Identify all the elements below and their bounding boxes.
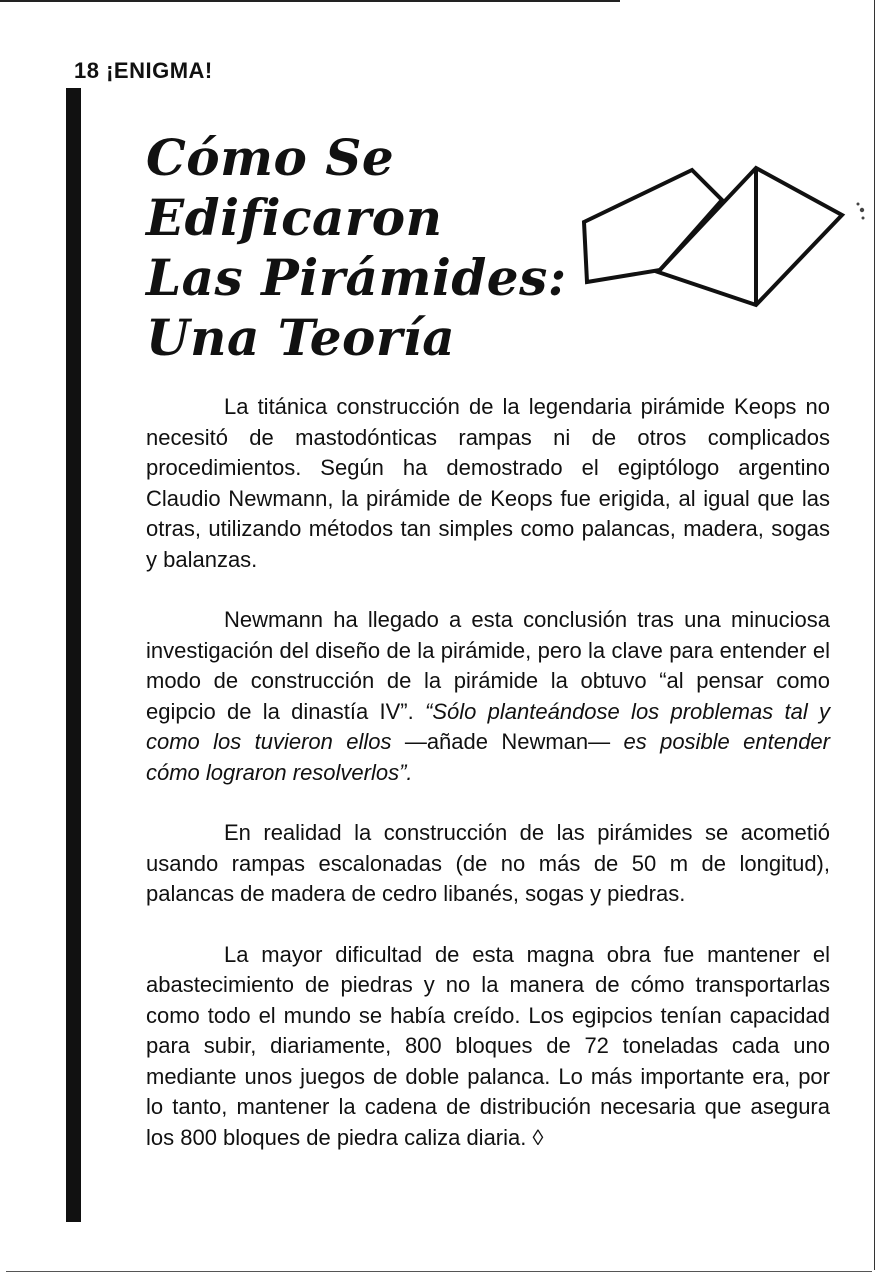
- article-title-line: Una Teoría: [146, 308, 456, 367]
- top-border-rule: [0, 0, 620, 2]
- article-title: [146, 128, 576, 368]
- quote-text: “Sólo planteándose los problemas tal y como los tuvieron ellos: [146, 698, 830, 754]
- quote-attribution: —añade Newman—: [391, 729, 624, 754]
- quote-text: es posible entender cómo lograron resolverlos”.: [146, 729, 830, 785]
- article-title-line: Cómo Se: [146, 128, 395, 187]
- article-paragraph: [146, 605, 830, 788]
- right-border-rule: [874, 0, 875, 1270]
- paragraph-text: Newmann ha llegado a esta conclusión tras una minuciosa investigación del diseño de la pirámide, pero la clave para entender el modo de construcción de la pirámide la obtuvo “al pensar como egipcio de la dinastía IV”.: [146, 607, 830, 724]
- article-title-line: Las Pirámides:: [146, 248, 567, 307]
- pyramid-outline-icon: [570, 160, 870, 310]
- article-body: [146, 392, 830, 1183]
- right-pyramid-shape: [658, 168, 842, 305]
- page-header: 18 ¡ENIGMA!: [74, 58, 213, 83]
- article-title-line: Edificaron: [146, 188, 443, 247]
- article-paragraph: La titánica construcción de la legendaria pirámide Keops no necesitó de mastodónticas rampas ni de otros complicados procedimientos. Según ha demostrado el egiptólogo argentino Claudio Newmann, la pirámide de Keops fue erigida, al igual que las otras, utilizando métodos tan simples como palancas, madera, sogas y balanzas.: [146, 394, 830, 572]
- article-paragraph: En realidad la construcción de las pirámides se acometió usando rampas escalonadas (de no más de 50 m de longitud), palancas de madera de cedro libanés, sogas y piedras.: [146, 820, 830, 906]
- left-margin-bar: [66, 88, 81, 1222]
- bottom-border-rule: [6, 1271, 872, 1272]
- article-paragraph: La mayor dificultad de esta magna obra fue mantener el abastecimiento de piedras y no la manera de cómo transportarlas como todo el mundo se había creído. Los egipcios tenían capacidad para subir, diariamente, 800 bloques de 72 toneladas cada uno mediante unos juegos de doble palanca. Lo más importante era, por lo tanto, mantener la cadena de distribución necesaria que asegura los 800 bloques de piedra caliza diaria. ◊: [146, 941, 830, 1150]
